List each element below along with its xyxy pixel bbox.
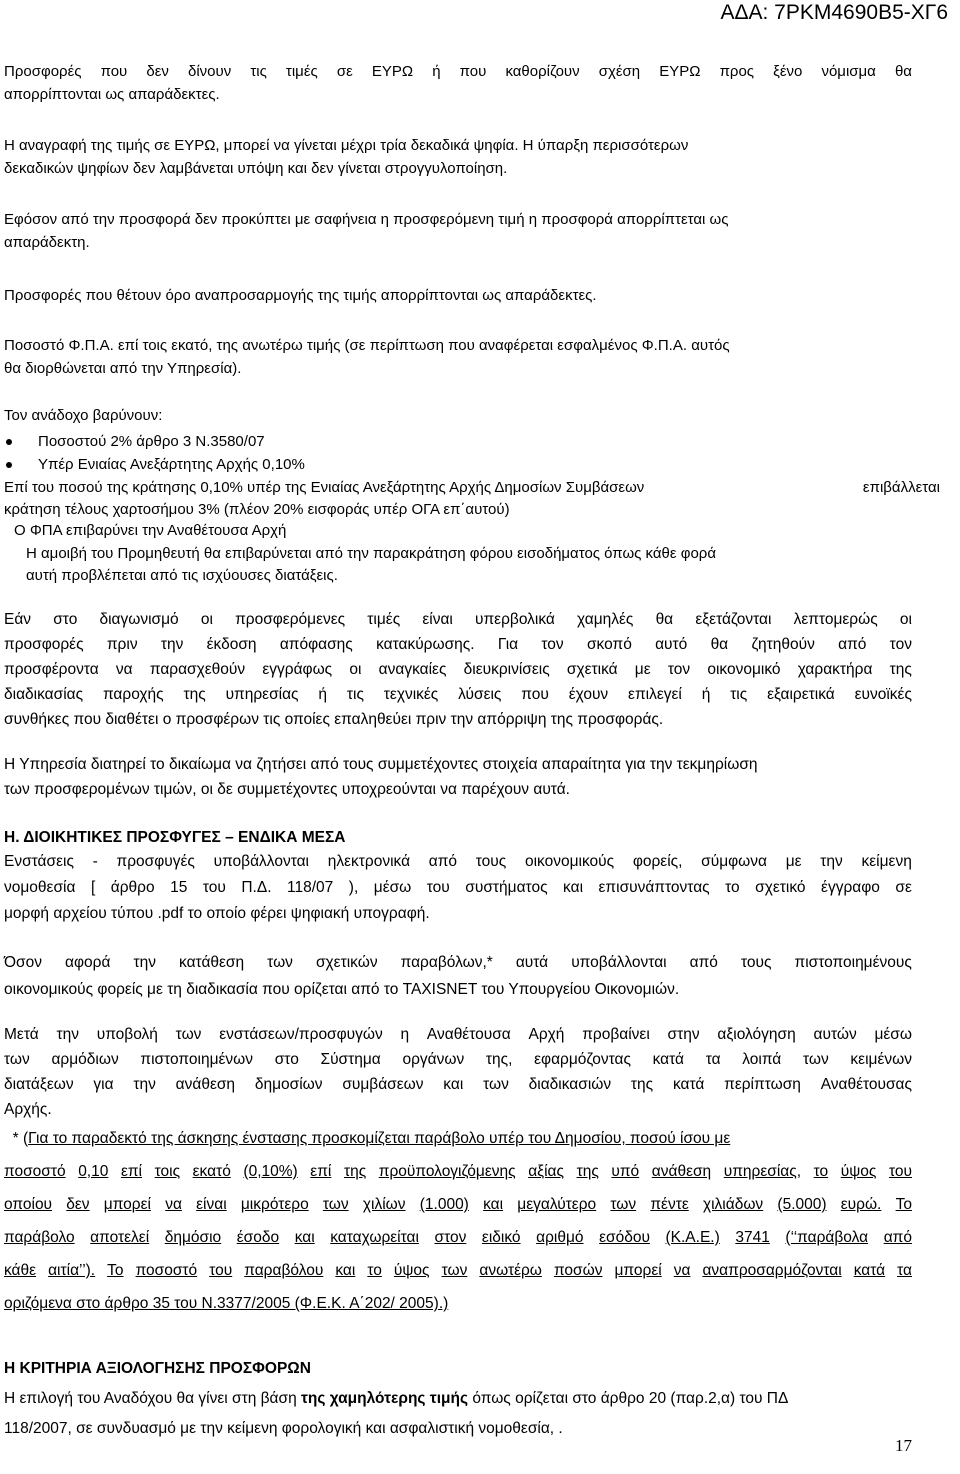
word: υπηρεσίας,: [723, 1163, 802, 1180]
word: πιστοποιημένους: [794, 954, 912, 971]
word: της: [889, 661, 912, 678]
word: τον: [541, 636, 564, 653]
word: την: [133, 954, 156, 971]
section-title: Η ΚΡΙΤΗΡΙΑ ΑΞΙΟΛΟΓΗΣΗΣ ΠΡΟΣΦΟΡΩΝ: [4, 1360, 311, 1377]
word: περίπτωση: [724, 1076, 801, 1093]
text-line: δεκαδικών ψηφίων δεν λαμβάνεται υπόψη και δεν γίνεται στρογγυλοποίηση.: [4, 160, 508, 177]
word: το: [367, 1262, 382, 1279]
word: πέντε: [650, 1196, 689, 1213]
word: Προσφορές: [4, 63, 82, 80]
paragraph-clarity: [4, 208, 912, 254]
word: τους: [740, 954, 772, 971]
word: κατά: [672, 1076, 705, 1093]
word: παραβόλου: [244, 1262, 324, 1279]
word: ανωτέρω: [479, 1262, 542, 1279]
word: τα: [705, 1051, 721, 1068]
word: εξαιρετικά: [767, 686, 835, 703]
word: σκοπό: [586, 636, 632, 653]
word: οποίου: [4, 1196, 53, 1213]
word: προβαίνει: [582, 1026, 650, 1043]
word: θα: [655, 611, 674, 628]
text-line: Ποσοστό Φ.Π.Α. επί τοις εκατό, της ανωτέρω τιμής (σε περίπτωση που αναφέρεται εσφαλμένος Φ.Π.Α. αυτός: [4, 337, 730, 354]
word: τιμές: [285, 63, 318, 80]
word: καθορίζουν: [505, 63, 580, 80]
word: διευκρινίσεις: [463, 661, 550, 678]
word: αναγκαίες: [378, 661, 447, 678]
text-line: 118/2007, σε συνδυασμό με την κείμενη φορολογική και ασφαλιστική νομοθεσία, .: [4, 1420, 563, 1437]
text-line: * (Για το παραδεκτό της άσκησης ένστασης προσκομίζεται παράβολο υπέρ του Δημοσίου, ποσού ίσου με: [4, 1130, 731, 1147]
word: κατακύρωσης.: [376, 636, 475, 653]
word: -: [92, 853, 98, 870]
word: θα: [710, 636, 729, 653]
word: προς: [719, 63, 755, 80]
word: δεν: [66, 1196, 90, 1213]
word: σχετικά: [566, 661, 618, 678]
text-line: [4, 1155, 912, 1188]
text-line: Η αναγραφή της τιμής σε ΕΥΡΩ, μπορεί να γίνεται μέχρι τρία δεκαδικά ψηφία. Η ύπαρξη περισσότερων: [4, 137, 689, 154]
word: διατάξεων: [4, 1076, 74, 1093]
text-line: [4, 1047, 912, 1072]
word: πριν: [106, 636, 138, 653]
word: διαγωνισμό: [99, 611, 179, 628]
word: προϋπολογιζόμενης: [378, 1163, 516, 1180]
word: οι: [349, 661, 362, 678]
word: υποβολή: [96, 1026, 158, 1043]
word: που: [521, 686, 549, 703]
text-line: [4, 632, 912, 657]
word: επί: [120, 1163, 143, 1180]
word: από: [689, 954, 718, 971]
word: εγγράφως: [262, 661, 333, 678]
word: το: [813, 1163, 829, 1180]
word: την: [820, 853, 843, 870]
word: τους: [475, 853, 507, 870]
word: σύμφωνα: [701, 853, 767, 870]
word: υποβάλλονται: [213, 853, 310, 870]
word: τα: [897, 1262, 912, 1279]
word: με: [634, 661, 651, 678]
word: που: [100, 63, 128, 80]
charges-bullet: Ποσοστού 2% άρθρο 3 Ν.3580/07: [4, 431, 265, 453]
text-line: [4, 949, 912, 976]
word: εφαρμόζοντας: [534, 1051, 631, 1068]
word: προσφέροντα: [4, 661, 99, 678]
charges-line: Η αμοιβή του Προμηθευτή θα επιβαρύνεται από την παρακράτηση φόρου εισοδήματος όπως κάθε φορά: [26, 545, 717, 562]
paragraph-adjustment: [4, 284, 912, 307]
word: συστήματος: [465, 879, 548, 896]
word: δημόσιο: [164, 1229, 222, 1246]
word: στον: [434, 1229, 467, 1246]
word: των: [441, 1262, 468, 1279]
word: δημοσίων: [254, 1076, 323, 1093]
word: αποτελεί: [90, 1229, 150, 1246]
word: χαμηλές: [577, 611, 634, 628]
word: αξίας: [528, 1163, 564, 1180]
bullet-icon: [6, 462, 12, 468]
word: Το: [895, 1196, 912, 1213]
word: πιστοποιημένων: [140, 1051, 254, 1068]
word: του: [888, 1163, 912, 1180]
text-line: Εφόσον από την προσφορά δεν προκύπτει με σαφήνεια η προσφερόμενη τιμή η προσφορά απορρίπτεται ως: [4, 211, 729, 228]
text-line: Η Υπηρεσία διατηρεί το δικαίωμα να ζητήσει από τους συμμετέχοντες στοιχεία απαραίτητα για την τεκμηρίωση: [4, 756, 758, 773]
word: ανάθεση: [175, 1076, 236, 1093]
word: τεχνικές: [383, 686, 439, 703]
word: (5.000): [777, 1196, 827, 1213]
word: ειδικό: [481, 1229, 521, 1246]
word: αυτών: [813, 1026, 857, 1043]
word: ή: [318, 686, 328, 703]
word: των: [4, 1051, 30, 1068]
word: χιλίων: [362, 1196, 406, 1213]
word: χιλιάδων: [702, 1196, 764, 1213]
word: την: [160, 636, 184, 653]
paragraph-documentation: [4, 752, 912, 802]
word: εξετάζονται: [695, 611, 772, 628]
word: ΕΥΡΩ: [371, 63, 414, 80]
word: που: [459, 63, 487, 80]
word: τις: [250, 63, 267, 80]
text-line: συνθήκες που διαθέτει ο προσφέρων τις οποίες επαληθεύει πριν την απόρριψη της προσφοράς.: [4, 711, 664, 728]
word: ή: [432, 63, 441, 80]
word: από: [883, 1229, 912, 1246]
word: διαδικασίας: [4, 686, 84, 703]
word: λεπτομερώς: [793, 611, 878, 628]
word: Όσον: [4, 954, 42, 971]
word: του: [202, 879, 226, 896]
word: Π.Δ.: [241, 879, 272, 896]
word: των: [267, 954, 293, 971]
word: τοις: [154, 1163, 181, 1180]
word: στο: [53, 611, 78, 628]
charges-bullet: Υπέρ Ενιαίας Ανεξάρτητης Αρχής 0,10%: [4, 454, 305, 476]
charges-line-end: επιβάλλεται: [862, 479, 940, 496]
word: της,: [485, 1051, 513, 1068]
charges-line: κράτηση τέλους χαρτοσήμου 3% (πλέον 20% εισφοράς υπέρ ΟΓΑ επ΄αυτού): [4, 501, 510, 518]
word: υπηρεσίας: [225, 686, 299, 703]
word: σχέση: [598, 63, 641, 80]
word: ύψος: [840, 1163, 877, 1180]
word: τον: [667, 661, 691, 678]
word: απόφασης: [279, 636, 353, 653]
word: για: [93, 1076, 114, 1093]
word: προσφορές: [4, 636, 84, 653]
word: την: [56, 1026, 79, 1043]
word: έσοδο: [236, 1229, 280, 1246]
word: (Κ.Α.Ε.): [665, 1229, 720, 1246]
word: μεγαλύτερο: [517, 1196, 597, 1213]
word: ποσών: [553, 1262, 603, 1279]
word: εκατό: [192, 1163, 231, 1180]
word: σχετικό: [755, 879, 806, 896]
text-line: μορφή αρχείου τύπου .pdf το οποίο φέρει ψηφιακή υπογραφή.: [4, 905, 430, 922]
word: τον: [889, 636, 912, 653]
text-line: [4, 1188, 912, 1221]
word: δεν: [146, 63, 169, 80]
page-number: 17: [895, 1436, 912, 1455]
word: της: [183, 686, 206, 703]
word: οι: [899, 611, 912, 628]
word: προσφυγές: [116, 853, 195, 870]
section-criteria: [4, 1354, 912, 1444]
text-line: Προσφορές που θέτουν όρο αναπροσαρμογής της τιμής απορρίπτονται ως απαράδεκτες.: [4, 287, 597, 304]
word: από: [838, 636, 867, 653]
word: παροχής: [102, 686, 164, 703]
charges-intro: Τον ανάδοχο βαρύνουν:: [4, 407, 163, 424]
word: αριθμό: [536, 1229, 584, 1246]
paragraph-evaluation: [4, 1022, 912, 1122]
word: προσφερόμενες: [235, 611, 346, 628]
word: τις: [730, 686, 748, 703]
word: σε: [336, 63, 353, 80]
word: 118/07: [287, 879, 334, 896]
text-line: [4, 875, 912, 901]
word: ανάθεση: [651, 1163, 712, 1180]
word: κατά: [853, 1262, 886, 1279]
word: έγγραφο: [821, 879, 880, 896]
word: Αναθέτουσας: [820, 1076, 912, 1093]
word: επί: [310, 1163, 332, 1180]
word: ενστάσεων/προσφυγών: [219, 1026, 383, 1043]
word: ),: [348, 879, 359, 896]
word: της: [576, 1163, 599, 1180]
word: στο: [274, 1051, 299, 1068]
text-line: [4, 60, 912, 83]
word: κειμένων: [850, 1051, 912, 1068]
paragraph-currency: [4, 60, 912, 106]
word: Το: [107, 1262, 124, 1279]
word: νόμισμα: [821, 63, 876, 80]
text-line: [4, 1022, 912, 1047]
word: των: [483, 1076, 509, 1093]
word: ευνοϊκές: [854, 686, 912, 703]
word: και: [294, 1229, 315, 1246]
word: με: [785, 853, 802, 870]
word: επισυνάπτοντας: [598, 879, 710, 896]
word: από: [428, 853, 458, 870]
word: αυτό: [655, 636, 688, 653]
word: και: [483, 1196, 504, 1213]
word: Αρχή: [528, 1026, 565, 1043]
word: 0,10: [78, 1163, 109, 1180]
word: και: [335, 1262, 356, 1279]
word: σχετικών: [315, 954, 378, 971]
word: ή: [701, 686, 711, 703]
word: φορείς,: [632, 853, 683, 870]
word: ύψος: [393, 1262, 430, 1279]
word: Σύστημα: [320, 1051, 381, 1068]
word: [: [90, 879, 96, 896]
word: υποβάλλονται: [571, 954, 667, 971]
bullet-icon: [6, 439, 12, 445]
word: αναπροσαρμόζονται: [702, 1262, 842, 1279]
text-line: των προσφερομένων τιμών, οι δε συμμετέχοντες υποχρεούνται να παρέχουν αυτά.: [4, 781, 570, 798]
text-line: Η επιλογή του Αναδόχου θα γίνει στη βάση της χαμηλότερης τιμής όπως ορίζεται στο άρθρο 20 (παρ.2,α) του ΠΔ: [4, 1390, 789, 1407]
word: ηλεκτρονικά: [327, 853, 411, 870]
charges-line: αυτή προβλέπεται από τις ισχύουσες διατάξεις.: [26, 567, 338, 584]
text-line: [4, 657, 912, 682]
text-line: [4, 1254, 912, 1287]
word: εσόδου: [599, 1229, 650, 1246]
word: αφορά: [65, 954, 111, 971]
text-line: απαράδεκτη.: [4, 234, 90, 251]
word: υπερβολικά: [475, 611, 555, 628]
word: αιτία’’).: [48, 1262, 96, 1279]
text-line: [4, 607, 912, 632]
word: και: [443, 1076, 464, 1093]
word: άρθρο: [110, 879, 155, 896]
word: αξιολόγηση: [717, 1026, 796, 1043]
word: είναι: [422, 611, 453, 628]
word: υπό: [611, 1163, 640, 1180]
text-line: [4, 682, 912, 707]
text-line: οικονομικούς φορείς με τη διαδικασία που ορίζεται από το TAXISNET του Υπουργείου Οικονομιών.: [4, 981, 680, 998]
word: παραβόλων,*: [400, 954, 493, 971]
word: δίνουν: [188, 63, 232, 80]
word: είναι: [196, 1196, 227, 1213]
word: διαδικασιών: [528, 1076, 612, 1093]
word: μέσω: [373, 879, 412, 896]
word: θα: [894, 63, 912, 80]
fee-note: [4, 1122, 912, 1320]
word: κατά: [652, 1051, 684, 1068]
word: των: [802, 1051, 829, 1068]
word: (0,10%): [243, 1163, 298, 1180]
word: Μετά: [4, 1026, 39, 1043]
word: καταχωρείται: [330, 1229, 419, 1246]
word: Ενστάσεις: [4, 853, 74, 870]
word: Για: [497, 636, 519, 653]
word: των: [175, 1026, 202, 1043]
word: να: [165, 1196, 182, 1213]
word: τιμές: [367, 611, 401, 628]
text-line: [4, 1221, 912, 1254]
word: των: [322, 1196, 349, 1213]
word: και: [563, 879, 584, 896]
word: ποσοστό: [135, 1262, 198, 1279]
word: μικρότερο: [240, 1196, 309, 1213]
word: του: [209, 1262, 233, 1279]
word: (‘‘παράβολα: [785, 1229, 869, 1246]
text-line: οριζόμενα στο άρθρο 35 του Ν.3377/2005 (Φ.Ε.Κ. Α΄202/ 2005).): [4, 1295, 449, 1312]
word: σε: [895, 879, 912, 896]
word: χαρακτήρα: [797, 661, 873, 678]
word: Αναθέτουσα: [426, 1026, 511, 1043]
word: κατάθεση: [179, 954, 245, 971]
text-line: Αρχής.: [4, 1101, 52, 1118]
word: οικονομικό: [707, 661, 781, 678]
word: ποσοστό: [4, 1163, 66, 1180]
word: παράβολο: [4, 1229, 75, 1246]
word: αυτά: [515, 954, 549, 971]
word: ζητηθούν: [751, 636, 815, 653]
word: 3741: [735, 1229, 770, 1246]
word: παρασχεθούν: [149, 661, 246, 678]
word: νομοθεσία: [4, 879, 76, 896]
word: ευρώ.: [840, 1196, 882, 1213]
word: τις: [346, 686, 364, 703]
text-line: απορρίπτονται ως απαράδεκτες.: [4, 86, 220, 103]
word: λοιπά: [742, 1051, 782, 1068]
word: κάθε: [4, 1262, 37, 1279]
ada-code: ΑΔΑ: 7ΡΚΜ4690Β5-ΧΓ6: [720, 1, 948, 24]
paragraph-decimals: [4, 134, 912, 180]
word: λύσεις: [458, 686, 502, 703]
word: (1.000): [419, 1196, 469, 1213]
paragraph-vat: [4, 334, 912, 380]
word: έκδοση: [206, 636, 257, 653]
text-line: [4, 849, 912, 875]
charges-line: Ο ΦΠΑ επιβαρύνει την Αναθέτουσα Αρχή: [14, 522, 287, 539]
word: των: [610, 1196, 637, 1213]
paragraph-fees: [4, 949, 912, 1003]
word: κείμενη: [861, 853, 912, 870]
word: την: [133, 1076, 156, 1093]
word: να: [673, 1262, 691, 1279]
text-line: [4, 1072, 912, 1097]
section-title: Η. ΔΙΟΙΚΗΤΙΚΕΣ ΠΡΟΣΦΥΓΕΣ – ΕΝΔΙΚΑ ΜΕΣΑ: [4, 829, 346, 846]
word: οικονομικούς: [524, 853, 615, 870]
text-line: θα διορθώνεται από την Υπηρεσία).: [4, 360, 242, 377]
word: οι: [200, 611, 213, 628]
word: οργάνων: [402, 1051, 465, 1068]
word: μέσω: [874, 1026, 912, 1043]
word: στην: [667, 1026, 700, 1043]
word: της: [343, 1163, 367, 1180]
word: Εάν: [4, 611, 32, 628]
word: το: [725, 879, 740, 896]
word: μπορεί: [614, 1262, 662, 1279]
word: η: [400, 1026, 410, 1043]
word: ΕΥΡΩ: [659, 63, 701, 80]
word: να: [115, 661, 133, 678]
word: του: [426, 879, 450, 896]
word: 15: [170, 879, 188, 896]
word: συμβάσεων: [342, 1076, 424, 1093]
word: μπορεί: [103, 1196, 151, 1213]
word: έχουν: [568, 686, 609, 703]
word: ξένο: [773, 63, 803, 80]
word: της: [630, 1076, 654, 1093]
word: αρμόδιων: [51, 1051, 119, 1068]
paragraph-low-prices: [4, 607, 912, 732]
section-appeals: [4, 826, 912, 927]
word: επιλεγεί: [628, 686, 682, 703]
charges-line: Επί του ποσού της κράτησης 0,10% υπέρ της Ενιαίας Ανεξάρτητης Αρχής Δημοσίων Συμβάσεων: [4, 479, 645, 496]
